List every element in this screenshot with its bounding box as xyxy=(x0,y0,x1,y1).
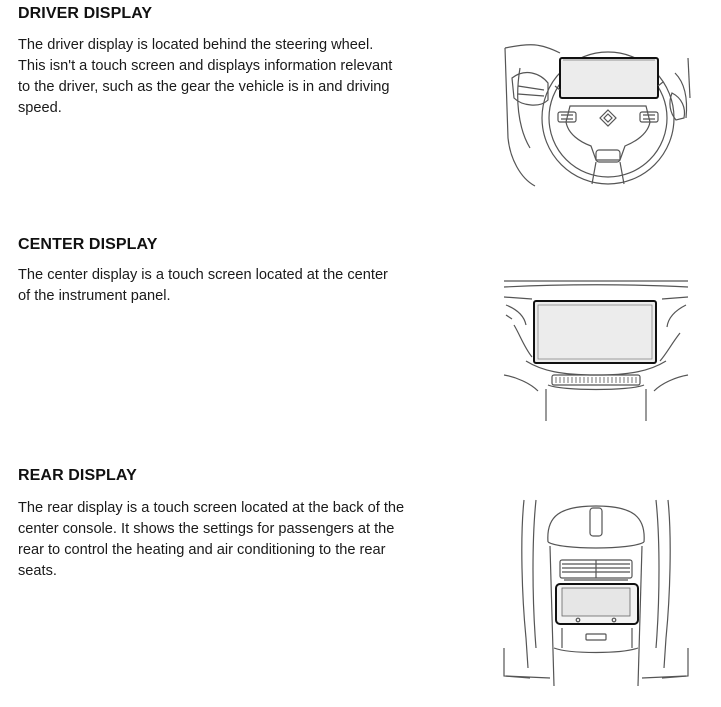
rear-display-heading: REAR DISPLAY xyxy=(18,467,137,484)
steering-wheel-driver-display-illustration xyxy=(500,38,692,190)
center-display-description: The center display is a touch screen located at the center of the instrument panel. xyxy=(18,267,388,304)
center-display-heading: CENTER DISPLAY xyxy=(18,236,158,253)
section-driver-display xyxy=(0,0,721,230)
driver-display-heading: DRIVER DISPLAY xyxy=(18,5,153,22)
section-rear-display xyxy=(0,462,721,707)
rear-console-display-illustration xyxy=(500,498,692,688)
driver-display-description: The driver display is located behind the steering wheel. This isn't a touch screen and displays information relevant to the driver, such as the gear the vehicle is in and driving speed. xyxy=(18,37,393,116)
rear-display-description: The rear display is a touch screen located at the back of the center console. It shows the settings for passengers at the rear to control the heating and air conditioning to the rear seats. xyxy=(18,500,405,579)
section-center-display xyxy=(0,230,721,462)
instrument-panel-center-display-illustration xyxy=(502,275,690,423)
